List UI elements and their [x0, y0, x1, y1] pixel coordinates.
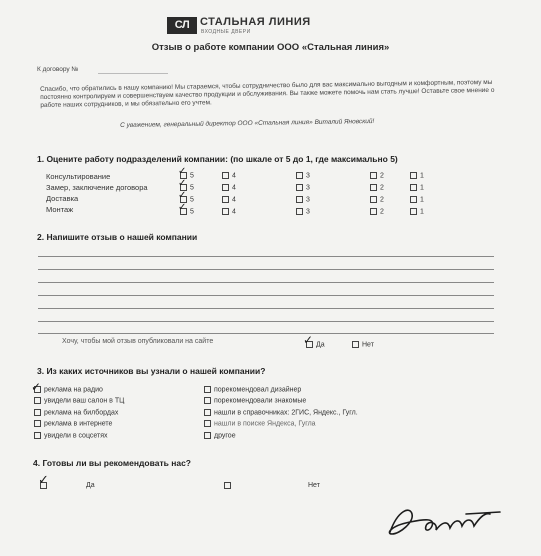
rating-option-1[interactable]: 1 — [410, 208, 424, 215]
company-logo-tagline: ВХОДНЫЕ ДВЕРИ — [201, 29, 251, 35]
question-1-title: 1. Оцените работу подразделений компании: (по шкале от 5 до 1, где максимально 5) — [37, 154, 398, 164]
rating-row-label: Консультирование — [46, 172, 111, 181]
recommend-no-option[interactable]: Нет — [224, 482, 320, 489]
source-option-friends[interactable]: порекомендовали знакомые — [204, 397, 306, 404]
question-4-title: 4. Готовы ли вы рекомендовать нас? — [33, 458, 191, 468]
source-option-directories[interactable]: нашли в справочниках: 2ГИС, Яндекс., Гугл. — [204, 409, 358, 416]
rating-option-4[interactable]: 4 — [222, 184, 236, 191]
handwritten-checkmark-icon: ✓ — [178, 190, 187, 201]
source-option-internet[interactable]: реклама в интернете — [34, 420, 112, 427]
question-2-title: 2. Напишите отзыв о нашей компании — [37, 232, 198, 242]
company-logo-name: СТАЛЬНАЯ ЛИНИЯ — [200, 16, 311, 28]
rating-option-1[interactable]: 1 — [410, 196, 424, 203]
publish-yes-option[interactable]: Да — [306, 341, 325, 348]
review-line[interactable] — [38, 295, 494, 296]
rating-option-3[interactable]: 3 — [296, 196, 310, 203]
rating-row-label: Доставка — [46, 194, 79, 203]
source-option-other[interactable]: другое — [204, 432, 236, 439]
handwritten-checkmark-icon: ✓ — [178, 166, 187, 177]
publish-question-label: Хочу, чтобы мой отзыв опубликовали на сайте — [62, 338, 214, 345]
rating-option-2[interactable]: 2 — [370, 208, 384, 215]
handwritten-checkmark-icon: ✓ — [38, 472, 49, 487]
rating-option-4[interactable]: 4 — [222, 196, 236, 203]
rating-option-3[interactable]: 3 — [296, 184, 310, 191]
handwritten-signature-icon — [380, 500, 510, 545]
rating-option-3[interactable]: 3 — [296, 208, 310, 215]
rating-option-5[interactable]: 5 — [180, 196, 194, 203]
source-option-billboards[interactable]: реклама на билбордах — [34, 409, 118, 416]
recommend-yes-option[interactable]: Да — [40, 482, 95, 489]
rating-row-label: Замер, заключение договора — [46, 183, 148, 192]
review-line[interactable] — [38, 321, 494, 322]
director-signature-line: С уважением, генеральный директор ООО «Стальная линия» Виталий Яновский! — [120, 118, 375, 129]
contract-number-line[interactable] — [98, 73, 168, 74]
rating-option-4[interactable]: 4 — [222, 172, 236, 179]
publish-no-option[interactable]: Нет — [352, 341, 374, 348]
handwritten-checkmark-icon: ✓ — [303, 333, 314, 347]
company-logo-mark: СЛ — [167, 17, 197, 34]
rating-option-1[interactable]: 1 — [410, 172, 424, 179]
handwritten-checkmark-icon: ✓ — [31, 380, 42, 394]
source-option-search[interactable]: нашли в поиске Яндекса, Гугла — [204, 420, 316, 427]
source-option-radio[interactable]: реклама на радио — [34, 386, 103, 393]
source-option-mall[interactable]: увидели ваш салон в ТЦ — [34, 397, 124, 404]
rating-option-2[interactable]: 2 — [370, 184, 384, 191]
review-line[interactable] — [38, 256, 494, 257]
review-line[interactable] — [38, 282, 494, 283]
rating-option-4[interactable]: 4 — [222, 208, 236, 215]
rating-option-1[interactable]: 1 — [410, 184, 424, 191]
review-line[interactable] — [38, 333, 494, 334]
rating-option-2[interactable]: 2 — [370, 196, 384, 203]
rating-option-5[interactable]: 5 — [180, 172, 194, 179]
contract-number-label: К договору № — [37, 66, 79, 73]
review-line[interactable] — [38, 269, 494, 270]
rating-option-5[interactable]: 5 — [180, 184, 194, 191]
rating-option-3[interactable]: 3 — [296, 172, 310, 179]
rating-option-2[interactable]: 2 — [370, 172, 384, 179]
question-3-title: 3. Из каких источников вы узнали о нашей компании? — [37, 366, 266, 376]
handwritten-checkmark-icon: ✓ — [178, 202, 187, 213]
handwritten-checkmark-icon: ✓ — [178, 178, 187, 189]
rating-row-label: Монтаж — [46, 205, 74, 214]
form-title: Отзыв о работе компании ООО «Стальная линия» — [151, 42, 390, 53]
review-line[interactable] — [38, 308, 494, 309]
intro-paragraph: Спасибо, что обратились в нашу компанию! Мы стараемся, чтобы сотрудничество было для вас максимально выгодным и комфортным, поэтому мы постоянно контролируем и совершенствуем качество продукции и обслуживания. Вы также можете помочь нам стать лучше! Оставьте свое мнение о работе наших сотрудников, и мы обязательно его учтем. — [40, 78, 495, 109]
source-option-designer[interactable]: порекомендовал дизайнер — [204, 386, 301, 393]
source-option-social[interactable]: увидели в соцсетях — [34, 432, 108, 439]
rating-option-5[interactable]: 5 — [180, 208, 194, 215]
